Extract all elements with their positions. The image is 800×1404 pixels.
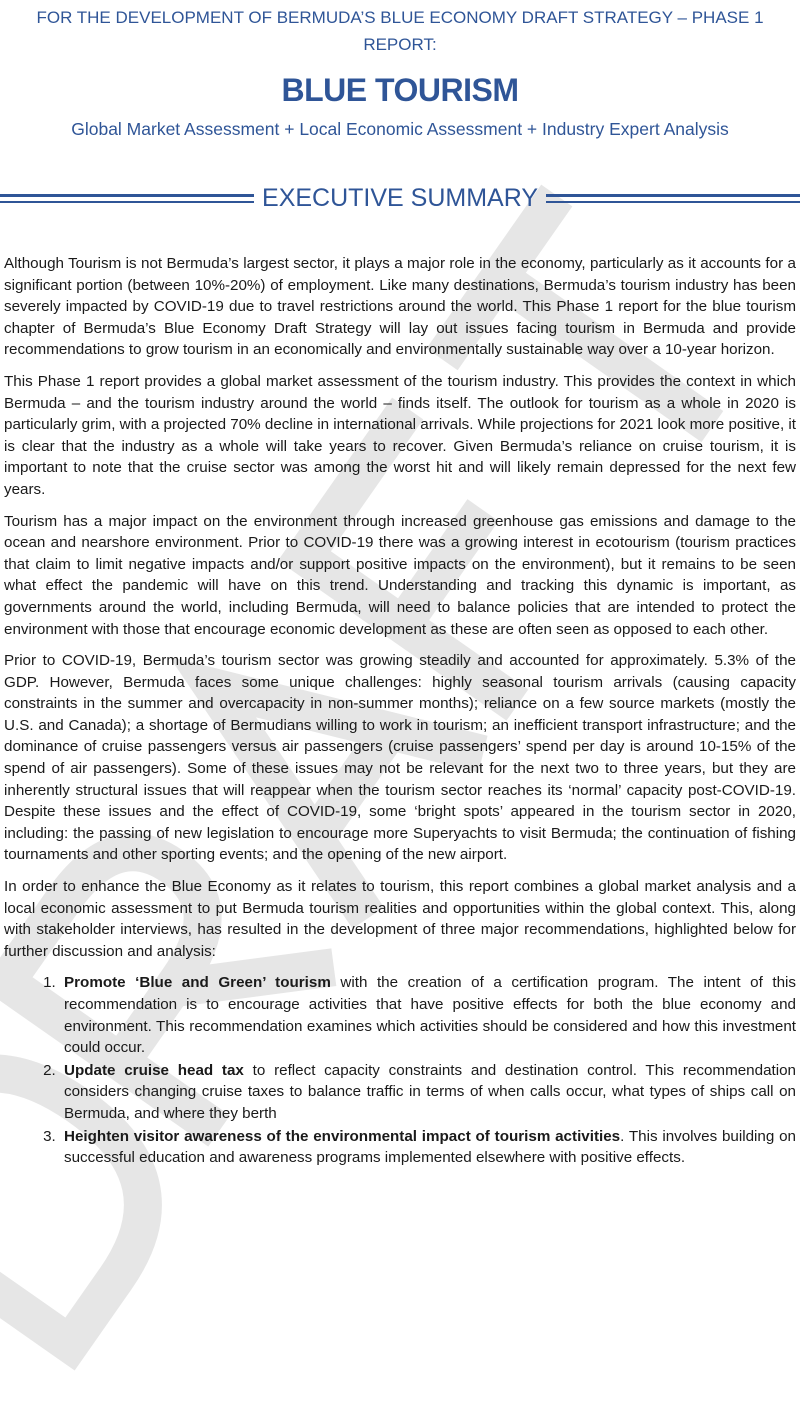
summary-body	[4, 253, 796, 1169]
paragraph: Tourism has a major impact on the environment through increased greenhouse gas emissions and damage to the ocean and nearshore environment. Prior to COVID-19 there was a growing interest in ecotourism (tourism practices that claim to limit negative impacts and/or support positive impacts on the environment), but it remains to be seen what effect the pandemic will have on this trend. Understanding and tracking this dynamic is important, as governments around the world, including Bermuda, will need to balance policies that are intended to protect the environment with those that encourage economic development as these are often seen as opposed to each other.	[4, 512, 796, 638]
section-header	[0, 184, 800, 213]
recommendation-text: with the creation of a certification program. The intent of this recommendation is to encourage activities that have positive effects for both the blue economy and environment. This recommendation examines which activities should be considered and how this investment could occur.	[64, 974, 796, 1057]
list-item	[60, 972, 796, 1058]
recommendation-lead: Update cruise head tax	[64, 1061, 244, 1079]
recommendation-lead: Promote ‘Blue and Green’ tourism	[64, 974, 331, 992]
recommendations-list	[4, 972, 796, 1168]
section-title: EXECUTIVE SUMMARY	[262, 184, 538, 212]
paragraph: In order to enhance the Blue Economy as it relates to tourism, this report combines a global market analysis and a local economic assessment to put Bermuda tourism realities and opportunities within the global context. This, along with stakeholder interviews, has resulted in the development of three major recommendations, highlighted below for further discussion and analysis:	[4, 878, 796, 960]
document-page	[0, 4, 800, 1169]
report-title: BLUE TOURISM	[281, 72, 519, 108]
divider-left	[0, 194, 254, 203]
report-pretitle: FOR THE DEVELOPMENT OF BERMUDA’S BLUE ECONOMY DRAFT STRATEGY – PHASE 1 REPORT:	[36, 8, 764, 54]
paragraph: This Phase 1 report provides a global market assessment of the tourism industry. This provides the context in which Bermuda – and the tourism industry around the world – finds itself. The outlook for tourism as a whole in 2020 is particularly grim, with a projected 70% decline in international arrivals. While projections for 2021 look more positive, it is clear that the industry as a whole will take years to recover. Given Bermuda’s reliance on cruise tourism, it is important to note that the cruise sector was among the worst hit and will likely remain depressed for the next few years.	[4, 372, 796, 498]
list-item	[60, 1126, 796, 1169]
paragraph: Prior to COVID-19, Bermuda’s tourism sector was growing steadily and accounted for approximately. 5.3% of the GDP. However, Bermuda faces some unique challenges: highly seasonal tourism arrivals (causing capacity constraints in the summer and overcapacity in non-summer months); reliance on a few source markets (mostly the U.S. and Canada); a shortage of Bermudians willing to work in tourism; an inefficient transport infrastructure; and the dominance of cruise passengers versus air passengers (cruise passengers’ spend per day is around 10-15% of the spend of air passengers). Some of these issues may not be relevant for the next two to three years, but they are inherently structural issues that will reappear when the tourism sector reaches its ‘normal’ capacity post-COVID-19. Despite these issues and the effect of COVID-19, some ‘bright spots’ appeared in the tourism sector in 2020, including: the passing of new legislation to encourage more Superyachts to visit Bermuda; the continuation of fishing tournaments and other sporting events; and the opening of the new airport.	[4, 652, 796, 864]
recommendation-text: to reflect capacity constraints and destination control. This recommendation considers changing cruise taxes to balance traffic in terms of when calls occur, what types of ships call on Bermuda, and where they berth	[64, 1061, 797, 1122]
report-subtitle: Global Market Assessment + Local Economic Assessment + Industry Expert Analysis	[71, 119, 729, 139]
list-item	[60, 1060, 796, 1125]
recommendation-lead: Heighten visitor awareness of the environmental impact of tourism activities	[64, 1127, 621, 1145]
divider-right	[546, 194, 800, 203]
paragraph: Although Tourism is not Bermuda’s largest sector, it plays a major role in the economy, particularly as it accounts for a significant portion (between 10%-20%) of employment. Like many destinations, Bermuda’s tourism industry has been severely impacted by COVID-19 due to travel restrictions around the world. This Phase 1 report for the blue tourism chapter of Bermuda’s Blue Economy Draft Strategy will lay out issues facing tourism in Bermuda and provide recommendations to grow tourism in an economically and environmentally sustainable way over a 10-year horizon.	[4, 255, 796, 359]
recommendation-text: . This involves building on successful education and awareness programs implemented elsewhere with positive effects.	[64, 1127, 796, 1167]
